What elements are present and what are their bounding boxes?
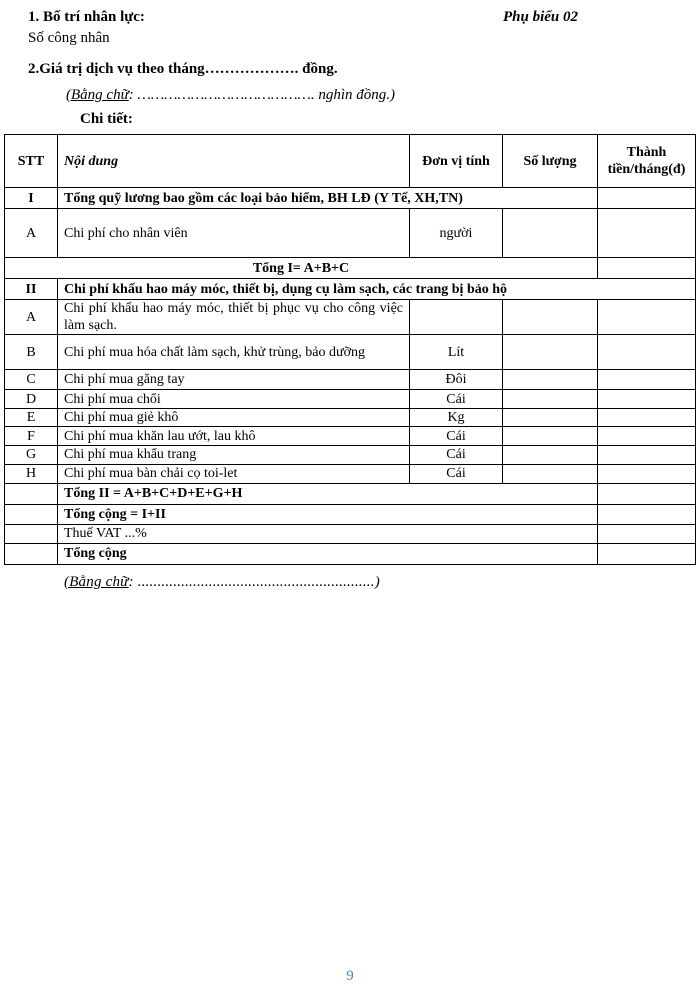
cell-stt: II xyxy=(5,279,58,300)
cell-amount xyxy=(598,446,696,464)
cell-quantity xyxy=(503,370,598,390)
amount-in-words-bottom xyxy=(0,574,700,591)
cell-stt: B xyxy=(5,335,58,370)
cell-unit: Cái xyxy=(410,427,503,446)
cell-unit: Cái xyxy=(410,390,503,409)
cell-stt: D xyxy=(5,390,58,409)
cell-stt: E xyxy=(5,409,58,427)
cell-stt xyxy=(5,504,58,524)
cell-amount xyxy=(598,427,696,446)
row-C xyxy=(5,370,696,390)
row-I xyxy=(5,188,696,209)
row-II xyxy=(5,279,696,300)
header-thanh-tien: Thành tiền/tháng(đ) xyxy=(598,135,696,188)
cell-stt xyxy=(5,524,58,543)
amount-in-words-bottom-label: (Bằng chữ xyxy=(64,573,129,590)
cell-content: Chi phí mua hóa chất làm sạch, khử trùng, bảo dưỡng xyxy=(58,335,410,370)
row-thue-vat xyxy=(5,524,696,543)
header-line xyxy=(0,0,700,27)
cell-quantity xyxy=(503,409,598,427)
row-A2 xyxy=(5,300,696,335)
table-header-row xyxy=(5,135,696,188)
cell-stt: A xyxy=(5,209,58,258)
header-stt: STT xyxy=(5,135,58,188)
header-noi-dung: Nội dung xyxy=(58,135,410,188)
row-D xyxy=(5,390,696,409)
cell-amount xyxy=(598,524,696,543)
cell-amount xyxy=(598,543,696,564)
cell-grand-total-formula: Tổng cộng = I+II xyxy=(58,504,598,524)
cell-stt: H xyxy=(5,464,58,483)
cell-vat: Thuế VAT ...% xyxy=(58,524,598,543)
row-A1 xyxy=(5,209,696,258)
page-number: 9 xyxy=(346,968,354,984)
row-B xyxy=(5,335,696,370)
cell-amount xyxy=(598,258,696,279)
cell-stt: I xyxy=(5,188,58,209)
cell-unit xyxy=(410,300,503,335)
amount-in-words-top-dots: : …………………………………. nghìn đồng.) xyxy=(128,87,396,104)
cell-quantity xyxy=(503,464,598,483)
cell-unit: Đôi xyxy=(410,370,503,390)
cell-amount xyxy=(598,335,696,370)
cell-stt: G xyxy=(5,446,58,464)
cell-quantity xyxy=(503,300,598,335)
row-E xyxy=(5,409,696,427)
cell-grand-total: Tổng cộng xyxy=(58,543,598,564)
cell-content: Chi phí mua khẩu trang xyxy=(58,446,410,464)
cell-content: Chi phí mua chổi xyxy=(58,390,410,409)
cell-amount xyxy=(598,464,696,483)
cost-table xyxy=(4,134,696,564)
cell-unit: Lít xyxy=(410,335,503,370)
cell-content: Chi phí khấu hao máy móc, thiết bị phục vụ cho công việc làm sạch. xyxy=(58,300,410,335)
cell-amount xyxy=(598,300,696,335)
amount-in-words-bottom-dots: : ............................................................) xyxy=(128,573,380,590)
row-G xyxy=(5,446,696,464)
cell-quantity xyxy=(503,335,598,370)
cell-amount xyxy=(598,483,696,504)
cell-amount xyxy=(598,370,696,390)
cell-total-II: Tổng II = A+B+C+D+E+G+H xyxy=(58,483,598,504)
cell-stt: F xyxy=(5,427,58,446)
row-tong-I xyxy=(5,258,696,279)
amount-in-words-top xyxy=(0,87,700,104)
cell-unit: người xyxy=(410,209,503,258)
cell-total-I: Tổng I= A+B+C xyxy=(5,258,598,279)
cell-stt xyxy=(5,543,58,564)
row-tong-cong-1 xyxy=(5,504,696,524)
cell-content: Tổng quỹ lương bao gồm các loại bảo hiểm, BH LĐ (Y Tế, XH,TN) xyxy=(58,188,598,209)
cell-amount xyxy=(598,209,696,258)
cell-content: Chi phí cho nhân viên xyxy=(58,209,410,258)
cell-quantity xyxy=(503,446,598,464)
cell-quantity xyxy=(503,427,598,446)
section2-heading: 2.Giá trị dịch vụ theo tháng………………. đồng. xyxy=(28,61,338,78)
cell-content: Chi phí mua găng tay xyxy=(58,370,410,390)
cell-content: Chi phí mua giẻ khô xyxy=(58,409,410,427)
cell-quantity xyxy=(503,390,598,409)
cell-amount xyxy=(598,188,696,209)
cell-stt: C xyxy=(5,370,58,390)
header-don-vi-tinh: Đơn vị tính xyxy=(410,135,503,188)
workers-line: Số công nhân xyxy=(28,29,110,46)
cell-amount xyxy=(598,409,696,427)
cell-amount xyxy=(598,504,696,524)
row-H xyxy=(5,464,696,483)
appendix-label: Phụ biểu 02 xyxy=(502,9,578,25)
cell-quantity xyxy=(503,209,598,258)
cell-stt xyxy=(5,483,58,504)
row-tong-cong-2 xyxy=(5,543,696,564)
cell-content: Chi phí mua bàn chải cọ toi-let xyxy=(58,464,410,483)
detail-heading: Chi tiết: xyxy=(80,111,133,128)
row-F xyxy=(5,427,696,446)
cell-unit: Kg xyxy=(410,409,503,427)
header-so-luong: Số lượng xyxy=(503,135,598,188)
row-tong-II xyxy=(5,483,696,504)
cell-content: Chi phí khấu hao máy móc, thiết bị, dụng cụ làm sạch, các trang bị bảo hộ xyxy=(58,279,696,300)
cell-stt: A xyxy=(5,300,58,335)
section1-heading: 1. Bố trí nhân lực: xyxy=(28,9,145,25)
cell-content: Chi phí mua khăn lau ướt, lau khô xyxy=(58,427,410,446)
cell-unit: Cái xyxy=(410,464,503,483)
amount-in-words-top-label: (Bằng chữ xyxy=(66,87,129,104)
cell-unit: Cái xyxy=(410,446,503,464)
cell-amount xyxy=(598,390,696,409)
